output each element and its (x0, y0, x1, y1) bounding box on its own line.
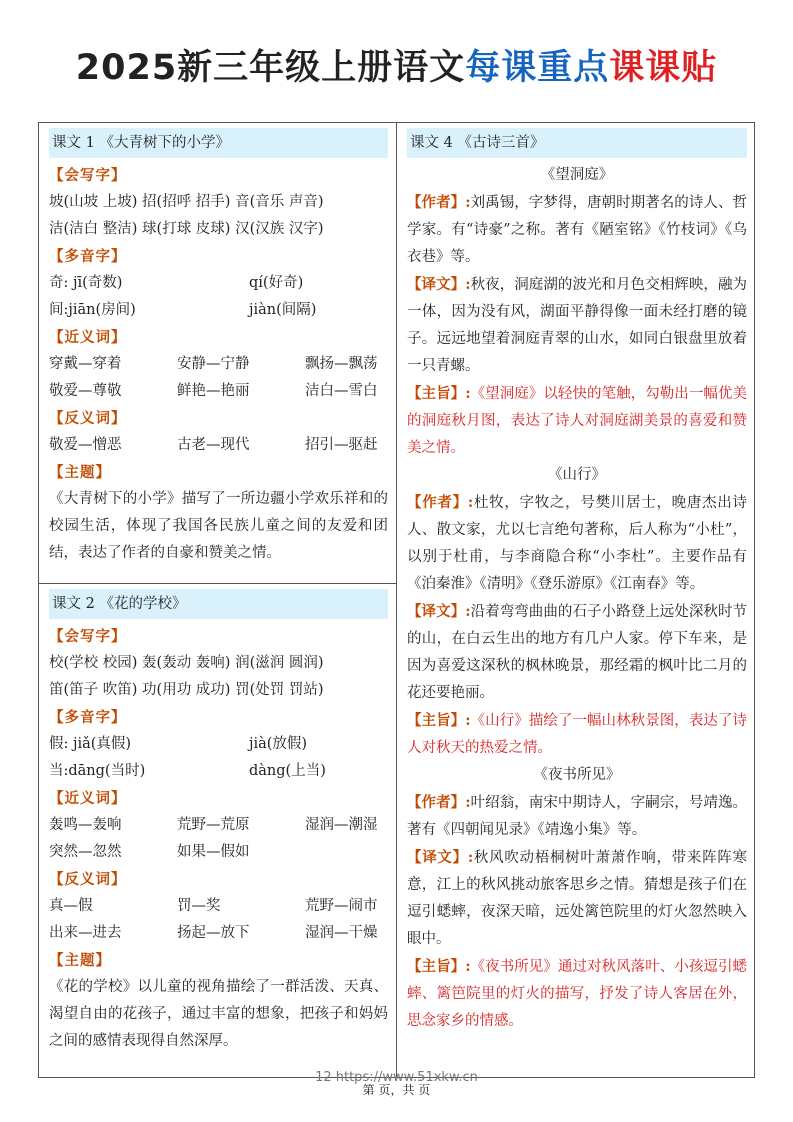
polyphone-item: 假: jiǎ(真假) (49, 736, 132, 752)
write-label: 【会写字】 (49, 628, 127, 645)
word-pair: 湿润—干燥 (305, 925, 378, 941)
translation-label: 【译文】: (407, 603, 471, 620)
footer-url: 12 https://www.51xkw.cn (315, 1070, 478, 1085)
word-pair: 招引—驱赶 (305, 437, 378, 453)
theme-label: 【主题】 (49, 952, 111, 969)
word-row (49, 378, 388, 405)
write-line: 笛(笛子 吹笛) 功(用功 成功) 罚(处罚 罚站) (49, 682, 324, 698)
poem-translation (407, 844, 747, 953)
theme-label: 【主旨】: (407, 712, 471, 729)
polyphone-item: qí(好奇) (249, 275, 304, 291)
author-text: 杜牧，字牧之，号樊川居士，晚唐杰出诗人、散文家，尤以七言绝句著称，后人称为“小杜”，以别于杜甫，与李商隐合称“小李杜”。主要作品有《泊秦淮》《清明》《登乐游原》《江南春》等。 (407, 495, 747, 592)
polyphone-item: jià(放假) (249, 736, 308, 752)
word-pair: 荒野—闹市 (305, 898, 378, 914)
translation-label: 【译文】: (407, 276, 471, 293)
translation-text: 秋风吹动梧桐树叶萧萧作响，带来阵阵寒意，江上的秋风挑动旅客思乡之情。猜想是孩子们在逗引蟋蟀，夜深天暗，远处篱笆院里的灯火忽然映入眼中。 (407, 850, 747, 947)
polyphone-item: dàng(上当) (249, 763, 326, 779)
title-part-black: 2025新三年级上册语文 (75, 48, 466, 88)
polyphone-row (49, 297, 388, 324)
word-pair: 突然—忽然 (49, 844, 122, 860)
synonym-label: 【近义词】 (49, 329, 127, 346)
poem-title: 《望洞庭》 (540, 167, 614, 183)
theme-text: 《夜书所见》通过对秋风落叶、小孩逗引蟋蟀、篱笆院里的灯火的描写，抒发了诗人客居在外，思念家乡的情感。 (407, 959, 748, 1029)
polyphone-item: 奇: jī(奇数) (49, 275, 123, 291)
word-pair (305, 839, 388, 866)
word-pair: 湿润—潮湿 (305, 817, 378, 833)
antonym-label: 【反义词】 (49, 410, 127, 427)
word-pair: 扬起—放下 (177, 925, 250, 941)
lesson-2-heading: 课文 2 《花的学校》 (49, 589, 388, 619)
theme-text: 《大青树下的小学》描写了一所边疆小学欢乐祥和的校园生活，体现了我国各民族儿童之间的友爱和团结，表达了作者的自豪和赞美之情。 (49, 491, 388, 561)
lesson-1-heading: 课文 1 《大青树下的小学》 (49, 128, 388, 158)
lesson-4-heading: 课文 4 《古诗三首》 (407, 128, 747, 158)
word-pair: 出来—进去 (49, 925, 122, 941)
word-pair: 飘扬—飘荡 (305, 356, 378, 372)
write-label: 【会写字】 (49, 167, 127, 184)
translation-text: 沿着弯弯曲曲的石子小路登上远处深秋时节的山，在白云生出的地方有几户人家。停下车来，是因为喜爱这深秋的枫林晚景，那经霜的枫叶比二月的花还要艳丽。 (407, 604, 748, 701)
antonym-label: 【反义词】 (49, 871, 127, 888)
content-frame (38, 122, 755, 1078)
polyphone-row (49, 758, 388, 785)
author-text: 刘禹锡，字梦得，唐朝时期著名的诗人、哲学家。有“诗豪”之称。著有《陋室铭》《竹枝词》《乌衣巷》等。 (407, 195, 748, 265)
author-label: 【作者】: (407, 494, 474, 511)
word-pair: 罚—奖 (177, 898, 221, 914)
word-row (49, 812, 388, 839)
word-pair: 洁白—雪白 (305, 383, 378, 399)
theme-label: 【主旨】: (407, 958, 471, 975)
page-title (0, 44, 793, 92)
word-row (49, 351, 388, 378)
poem-theme (407, 953, 747, 1035)
translation-text: 秋夜，洞庭湖的波光和月色交相辉映，融为一体，因为没有风，湖面平静得像一面未经打磨的镜子。远远地望着洞庭青翠的山水，如同白银盘里放着一只青螺。 (407, 277, 748, 374)
poem-theme (407, 380, 747, 462)
word-pair: 鲜艳—艳丽 (177, 383, 250, 399)
word-row (49, 839, 388, 866)
theme-text: 《花的学校》以儿童的视角描绘了一群活泼、天真、渴望自由的花孩子，通过丰富的想象，把孩子和妈妈之间的感情表现得自然深厚。 (49, 979, 388, 1049)
word-row (49, 432, 388, 459)
author-label: 【作者】: (407, 794, 471, 811)
synonym-label: 【近义词】 (49, 790, 127, 807)
word-pair: 古老—现代 (177, 437, 250, 453)
lesson-4-panel (397, 123, 755, 1077)
polyphone-item: 当:dāng(当时) (49, 763, 146, 779)
word-pair: 敬爱—憎恶 (49, 437, 122, 453)
footer-page-number: 第 页，共 页 (362, 1083, 431, 1097)
polyphone-item: jiàn(间隔) (249, 302, 317, 318)
polyphone-row (49, 270, 388, 297)
theme-label: 【主题】 (49, 464, 111, 481)
theme-text: 《山行》描绘了一幅山林秋景图，表达了诗人对秋天的热爱之情。 (407, 713, 748, 756)
poem-translation (407, 271, 747, 380)
author-text: 叶绍翁，南宋中期诗人，字嗣宗，号靖逸。著有《四朝闻见录》《靖逸小集》等。 (407, 795, 748, 838)
lesson-1-panel (39, 123, 397, 584)
word-row (49, 893, 388, 920)
theme-label: 【主旨】: (407, 385, 471, 402)
polyphone-label: 【多音字】 (49, 709, 127, 726)
poem-title: 《山行》 (548, 467, 606, 483)
write-line: 洁(洁白 整洁) 球(打球 皮球) 汉(汉族 汉字) (49, 221, 324, 237)
poem-author (407, 489, 747, 598)
poem-title: 《夜书所见》 (533, 767, 621, 783)
theme-text: 《望洞庭》以轻快的笔触，勾勒出一幅优美的洞庭秋月图，表达了诗人对洞庭湖美景的喜爱和赞美之情。 (407, 386, 748, 456)
author-label: 【作者】: (407, 194, 471, 211)
poem-author (407, 789, 747, 844)
word-pair: 敬爱—尊敬 (49, 383, 122, 399)
title-part-red: 课课贴 (609, 48, 718, 88)
word-row (49, 920, 388, 947)
write-line: 校(学校 校园) 轰(轰动 轰响) 润(滋润 圆润) (49, 655, 324, 671)
lesson-2-panel (39, 584, 397, 1078)
word-pair: 安静—宁静 (177, 356, 250, 372)
polyphone-label: 【多音字】 (49, 248, 127, 265)
word-pair: 荒野—荒原 (177, 817, 250, 833)
word-pair: 如果—假如 (177, 844, 250, 860)
title-part-blue: 每课重点 (465, 48, 610, 88)
poem-author (407, 189, 747, 271)
word-pair: 真—假 (49, 898, 93, 914)
polyphone-row (49, 731, 388, 758)
word-pair: 穿戴—穿着 (49, 356, 122, 372)
poem-theme (407, 707, 747, 762)
write-line: 坡(山坡 上坡) 招(招呼 招手) 音(音乐 声音) (49, 194, 324, 210)
translation-label: 【译文】: (407, 849, 474, 866)
word-pair: 轰鸣—轰响 (49, 817, 122, 833)
poem-translation (407, 598, 747, 707)
polyphone-item: 间:jiān(房间) (49, 302, 136, 318)
